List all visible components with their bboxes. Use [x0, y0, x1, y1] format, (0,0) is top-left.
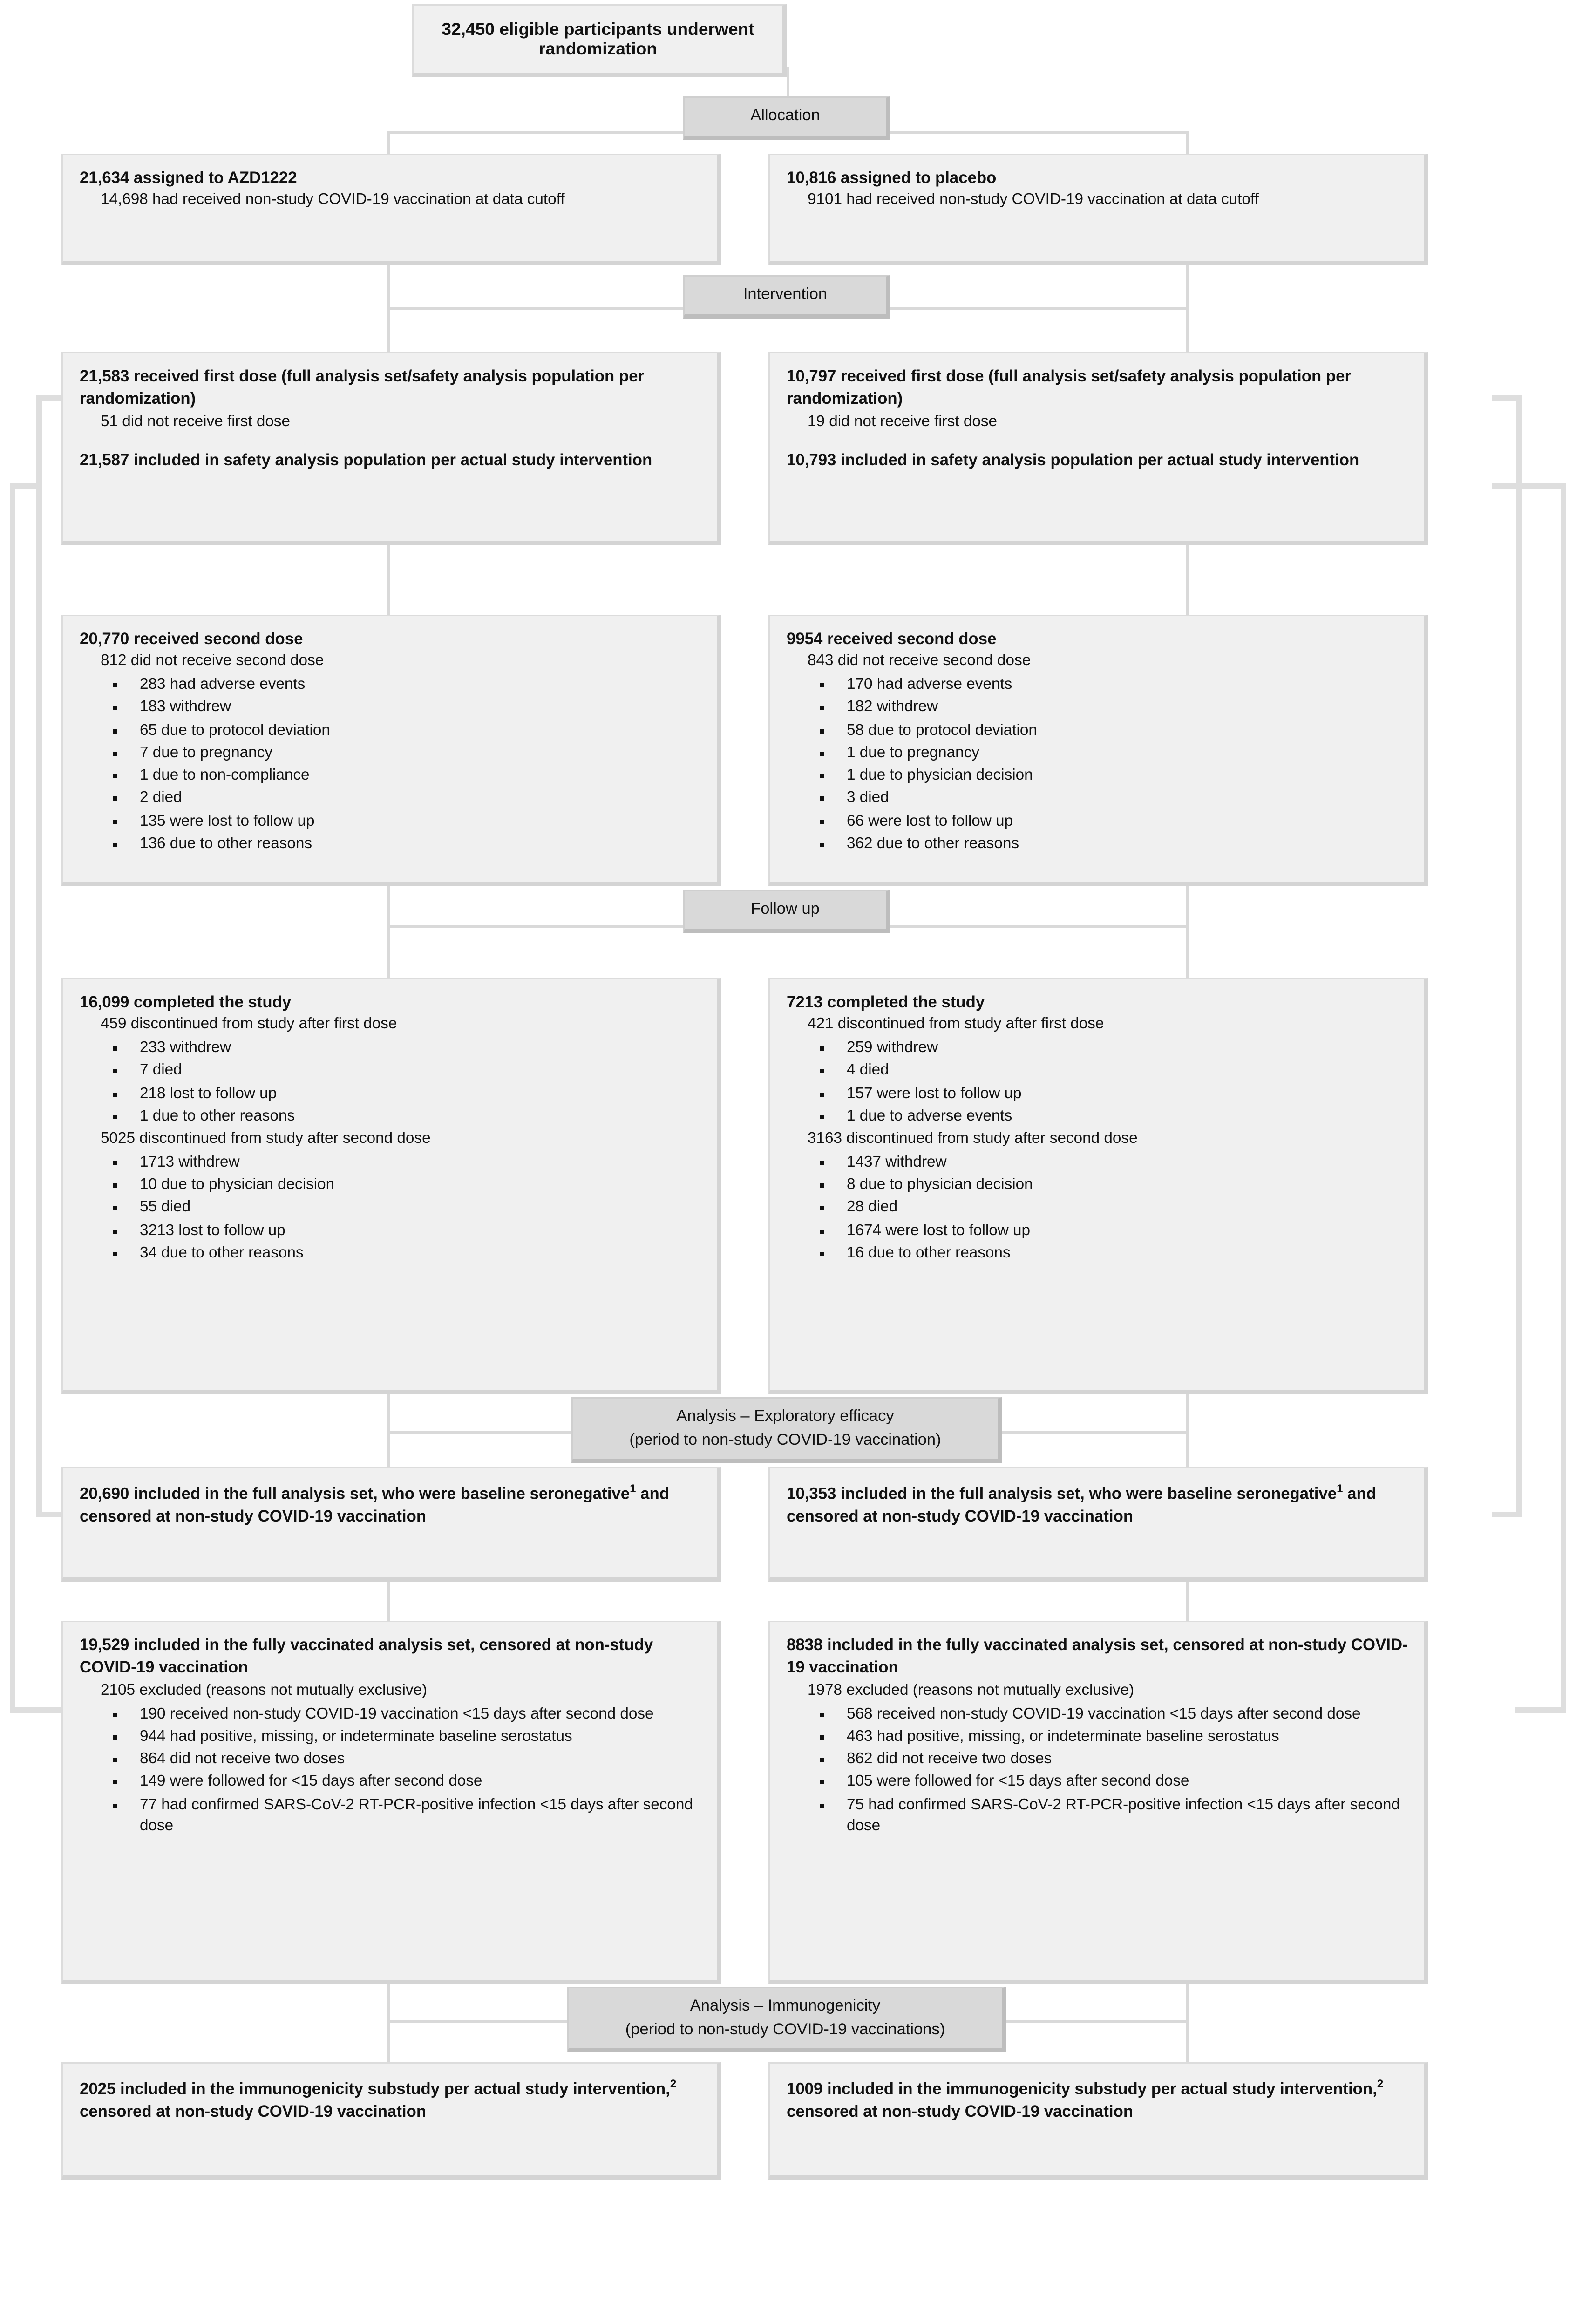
immunogenicity-right-head: [787, 2076, 1408, 2125]
connector-followup-left-out: [387, 1394, 389, 1431]
connector-alloc-left-down: [387, 265, 389, 307]
full-analysis-set-box-azd1222: [61, 1467, 721, 1582]
list-item: 58 due to protocol deviation: [817, 720, 1408, 742]
immunogenicity-box-placebo: [768, 2062, 1428, 2180]
list-item: 136 due to other reasons: [110, 834, 701, 856]
allocation-box-placebo: [768, 154, 1428, 265]
list-item: 182 withdrew: [817, 698, 1408, 720]
rail-right-inner: [1516, 395, 1522, 1517]
connector-fv-left-down: [387, 1984, 389, 2020]
full-analysis-right-head: [787, 1481, 1408, 1529]
first-dose-right-head2: 10,793 included in safety analysis population per actual study intervention: [787, 450, 1359, 469]
immunogenicity-left-head-a: 2025 included in the immunogenicity substudy per actual study intervention,: [80, 2080, 670, 2099]
list-item: 218 lost to follow up: [110, 1084, 701, 1106]
stage-label-efficacy-line2: (period to non-study COVID-19 vaccination): [629, 1432, 941, 1449]
rail-right-inner-top-stub: [1492, 395, 1522, 401]
followup-left-bullets1: [110, 1039, 701, 1129]
randomization-title-box: [412, 4, 787, 77]
connector-followup-right-out: [1186, 1394, 1189, 1431]
connector-fv-right-down: [1186, 1984, 1189, 2020]
stage-label-allocation: [683, 96, 890, 139]
stage-label-allocation-text: Allocation: [750, 108, 820, 124]
list-item: 10 due to physician decision: [110, 1176, 701, 1197]
stage-label-intervention: [683, 275, 890, 318]
list-item: 170 had adverse events: [817, 675, 1408, 697]
allocation-right-head: 10,816 assigned to placebo: [787, 169, 997, 187]
connector-intervention-left-drop: [387, 307, 389, 352]
list-item: 862 did not receive two doses: [817, 1749, 1408, 1771]
connector-seconddose-left-down: [387, 886, 389, 925]
list-item: 1437 withdrew: [817, 1153, 1408, 1175]
rail-left-inner-top-stub: [36, 395, 61, 401]
list-item: 7 died: [110, 1061, 701, 1083]
fully-vaccinated-left-head: 19,529 included in the fully vaccinated analysis set, censored at non-study COVID-19 vaccination: [80, 1636, 653, 1678]
followup-right-sub1: 421 discontinued from study after first dose: [808, 1016, 1104, 1033]
followup-left-sub1: 459 discontinued from study after first dose: [101, 1016, 397, 1033]
connector-fas-left-down: [387, 1582, 389, 1621]
list-item: 34 due to other reasons: [110, 1244, 701, 1265]
list-item: 233 withdrew: [110, 1039, 701, 1060]
list-item: 1674 were lost to follow up: [817, 1221, 1408, 1243]
followup-right-head: 7213 completed the study: [787, 993, 985, 1012]
list-item: 55 died: [110, 1198, 701, 1220]
rail-right-inner-bottom-stub: [1492, 1512, 1522, 1517]
stage-label-intervention-text: Intervention: [743, 286, 828, 303]
fully-vaccinated-left-sub: 2105 excluded (reasons not mutually exclusive): [101, 1682, 428, 1699]
full-analysis-right-head-a: 10,353 included in the full analysis set, who were baseline seronegative: [787, 1485, 1337, 1503]
fully-vaccinated-box-placebo: [768, 1621, 1428, 1984]
list-item: 75 had confirmed SARS-CoV-2 RT-PCR-positive infection <15 days after second dose: [817, 1795, 1408, 1839]
followup-left-sub2: 5025 discontinued from study after second dose: [101, 1130, 431, 1148]
allocation-box-azd1222: [61, 154, 721, 265]
followup-left-head: 16,099 completed the study: [80, 993, 292, 1012]
fully-vaccinated-right-sub: 1978 excluded (reasons not mutually exclusive): [808, 1682, 1134, 1699]
stage-label-efficacy-line1: Analysis – Exploratory efficacy: [676, 1408, 894, 1425]
connector-efficacy-right-drop: [1186, 1431, 1189, 1467]
connector-followup-right-drop: [1186, 925, 1189, 978]
full-analysis-left-head-a: 20,690 included in the full analysis set, who were baseline seronegative: [80, 1485, 630, 1503]
immunogenicity-left-head-b: censored at non-study COVID-19 vaccination: [80, 2103, 427, 2121]
first-dose-left-sub: 51 did not receive first dose: [101, 413, 291, 430]
list-item: 135 were lost to follow up: [110, 811, 701, 833]
second-dose-right-bullets: [817, 675, 1408, 856]
randomization-title-text: 32,450 eligible participants underwent randomization: [442, 20, 754, 59]
stage-label-analysis-efficacy: [571, 1397, 1002, 1463]
allocation-left-head: 21,634 assigned to AZD1222: [80, 169, 297, 187]
allocation-left-sub: 14,698 had received non-study COVID-19 vaccination at data cutoff: [101, 192, 565, 209]
connector-immuno-right-drop: [1186, 2020, 1189, 2062]
connector-intervention-right-drop: [1186, 307, 1189, 352]
list-item: 1 due to adverse events: [817, 1107, 1408, 1128]
rail-left-outer: [10, 483, 15, 1713]
followup-right-bullets1: [817, 1039, 1408, 1129]
connector-fas-right-down: [1186, 1582, 1189, 1621]
connector-firstdose-right-to-seconddose: [1186, 545, 1189, 615]
immunogenicity-right-head-a: 1009 included in the immunogenicity substudy per actual study intervention,: [787, 2080, 1377, 2099]
connector-allocation-right-drop: [1186, 131, 1189, 154]
list-item: 944 had positive, missing, or indeterminate baseline serostatus: [110, 1727, 701, 1749]
list-item: 3 died: [817, 788, 1408, 810]
rail-right-outer-bottom-stub: [1515, 1707, 1566, 1713]
second-dose-right-sub: 843 did not receive second dose: [808, 653, 1031, 670]
list-item: 4 died: [817, 1061, 1408, 1083]
second-dose-left-head: 20,770 received second dose: [80, 630, 303, 648]
footnote-marker: 1: [1337, 1482, 1343, 1495]
followup-right-bullets2: [817, 1153, 1408, 1265]
list-item: 190 received non-study COVID-19 vaccination <15 days after second dose: [110, 1704, 701, 1726]
first-dose-left-head: 21,583 received first dose (full analysis set/safety analysis population per randomization): [80, 367, 645, 409]
full-analysis-set-box-placebo: [768, 1467, 1428, 1582]
list-item: 28 died: [817, 1198, 1408, 1220]
rail-left-outer-bottom-stub: [10, 1707, 61, 1713]
allocation-right-sub: 9101 had received non-study COVID-19 vaccination at data cutoff: [808, 192, 1259, 209]
immunogenicity-right-head-b: censored at non-study COVID-19 vaccination: [787, 2103, 1134, 2121]
list-item: 362 due to other reasons: [817, 834, 1408, 856]
list-item: 77 had confirmed SARS-CoV-2 RT-PCR-positive infection <15 days after second dose: [110, 1795, 701, 1839]
rail-right-outer: [1561, 483, 1566, 1713]
second-dose-box-azd1222: [61, 615, 721, 886]
second-dose-box-placebo: [768, 615, 1428, 886]
list-item: 1 due to non-compliance: [110, 766, 701, 788]
list-item: 7 due to pregnancy: [110, 743, 701, 765]
followup-box-placebo: [768, 978, 1428, 1394]
fully-vaccinated-box-azd1222: [61, 1621, 721, 1984]
fully-vaccinated-right-head: 8838 included in the fully vaccinated analysis set, censored at non-study COVID-19 vaccination: [787, 1636, 1408, 1678]
list-item: 183 withdrew: [110, 698, 701, 720]
connector-efficacy-left-drop: [387, 1431, 389, 1467]
list-item: 1713 withdrew: [110, 1153, 701, 1175]
connector-firstdose-left-to-seconddose: [387, 545, 389, 615]
list-item: 1 due to pregnancy: [817, 743, 1408, 765]
list-item: 16 due to other reasons: [817, 1244, 1408, 1265]
first-dose-box-azd1222: [61, 352, 721, 545]
followup-left-bullets2: [110, 1153, 701, 1265]
connector-alloc-right-down: [1186, 265, 1189, 307]
rail-right-outer-top-stub: [1492, 483, 1566, 489]
stage-label-analysis-immunogenicity: [567, 1987, 1006, 2053]
stage-label-immuno-line1: Analysis – Immunogenicity: [690, 1998, 881, 2015]
list-item: 65 due to protocol deviation: [110, 720, 701, 742]
second-dose-left-bullets: [110, 675, 701, 856]
immunogenicity-left-head: [80, 2076, 701, 2125]
full-analysis-left-head: [80, 1481, 701, 1529]
followup-right-sub2: 3163 discontinued from study after second dose: [808, 1130, 1138, 1148]
list-item: 2 died: [110, 788, 701, 810]
rail-left-outer-top-stub: [10, 483, 39, 489]
first-dose-right-head: 10,797 received first dose (full analysis set/safety analysis population per randomization): [787, 367, 1352, 409]
footnote-marker: 1: [630, 1482, 636, 1495]
list-item: 259 withdrew: [817, 1039, 1408, 1060]
list-item: 3213 lost to follow up: [110, 1221, 701, 1243]
immunogenicity-box-azd1222: [61, 2062, 721, 2180]
list-item: 463 had positive, missing, or indeterminate baseline serostatus: [817, 1727, 1408, 1749]
list-item: 1 due to other reasons: [110, 1107, 701, 1128]
stage-label-immuno-line2: (period to non-study COVID-19 vaccinations): [625, 2021, 945, 2039]
connector-immuno-left-drop: [387, 2020, 389, 2062]
stage-label-followup-text: Follow up: [751, 901, 820, 918]
list-item: 105 were followed for <15 days after second dose: [817, 1772, 1408, 1794]
rail-left-inner: [36, 395, 42, 1517]
list-item: 157 were lost to follow up: [817, 1084, 1408, 1106]
first-dose-right-sub: 19 did not receive first dose: [808, 413, 998, 430]
second-dose-left-sub: 812 did not receive second dose: [101, 653, 324, 670]
list-item: 8 due to physician decision: [817, 1176, 1408, 1197]
list-item: 1 due to physician decision: [817, 766, 1408, 788]
list-item: 66 were lost to follow up: [817, 811, 1408, 833]
list-item: 864 did not receive two doses: [110, 1749, 701, 1771]
second-dose-right-head: 9954 received second dose: [787, 630, 997, 648]
footnote-marker: 2: [670, 2078, 677, 2090]
full-analysis-left-head-b: and censored at non-study COVID-19 vaccination: [80, 1485, 669, 1526]
footnote-marker: 2: [1377, 2078, 1384, 2090]
fully-vaccinated-right-bullets: [817, 1704, 1408, 1839]
list-item: 568 received non-study COVID-19 vaccination <15 days after second dose: [817, 1704, 1408, 1726]
list-item: 283 had adverse events: [110, 675, 701, 697]
rail-left-inner-bottom-stub: [36, 1512, 61, 1517]
first-dose-box-placebo: [768, 352, 1428, 545]
connector-seconddose-right-down: [1186, 886, 1189, 925]
list-item: 149 were followed for <15 days after second dose: [110, 1772, 701, 1794]
fully-vaccinated-left-bullets: [110, 1704, 701, 1839]
connector-followup-left-drop: [387, 925, 389, 978]
stage-label-followup: [683, 890, 890, 933]
connector-allocation-left-drop: [387, 131, 389, 154]
full-analysis-right-head-b: and censored at non-study COVID-19 vaccination: [787, 1485, 1376, 1526]
first-dose-left-head2: 21,587 included in safety analysis population per actual study intervention: [80, 450, 652, 469]
followup-box-azd1222: [61, 978, 721, 1394]
